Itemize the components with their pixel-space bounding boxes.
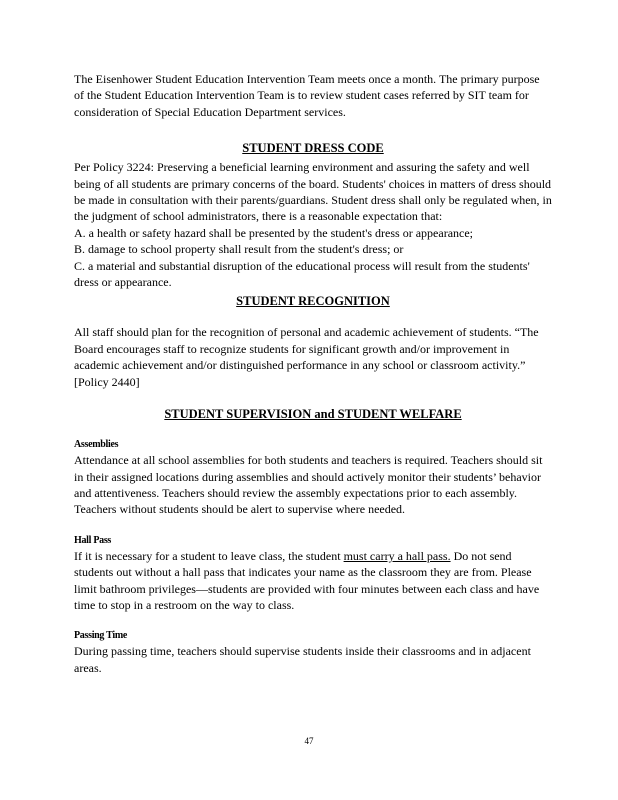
passing-time-heading: Passing Time — [74, 630, 127, 642]
dress-code-item-b: B. damage to school property shall result from the student's dress; or — [74, 242, 404, 257]
supervision-title: STUDENT SUPERVISION and STUDENT WELFARE — [164, 407, 462, 422]
assemblies-heading: Assemblies — [74, 439, 119, 451]
hall-pass-underlined: must carry a hall pass. — [343, 548, 451, 563]
hall-pass-text-after: Do not send students out without a hall pass that indicates your name as the classroom they are from. Please limit bathroom privileges—students are provided with four minutes between each class and have time to stop in a restroom on the way to class. — [74, 548, 540, 612]
hall-pass-heading: Hall Pass — [74, 534, 112, 546]
dress-code-item-a: A. a health or safety hazard shall be presented by the student's dress or appearance; — [74, 225, 474, 240]
dress-code-title: STUDENT DRESS CODE — [242, 141, 384, 156]
intro-paragraph: The Eisenhower Student Education Intervention Team meets once a month. The primary purpose of the Student Education Intervention Team is to review student cases referred by SIT team for consideration of Special Education Department services. — [74, 72, 540, 119]
hall-pass-paragraph — [74, 548, 552, 614]
assemblies-paragraph: Attendance at all school assemblies for both students and teachers is required. Teachers should sit in their assigned locations during assemblies and should actively monitor their students’ behavior and attentiveness. Teachers should review the assembly expectations prior to each assembly. Teachers without students should be alert to supervise where needed. — [74, 453, 543, 517]
document-page — [74, 71, 552, 676]
page-number: 47 — [304, 736, 314, 746]
passing-time-paragraph: During passing time, teachers should supervise students inside their classrooms and in adjacent areas. — [74, 644, 531, 675]
dress-code-item-c: C. a material and substantial disruption of the educational process will result from the students' dress or appearance. — [74, 258, 530, 290]
hall-pass-text-before: If it is necessary for a student to leave class, the student — [74, 548, 344, 563]
recognition-paragraph: All staff should plan for the recognition of personal and academic achievement of students. “The Board encourages staff to recognize students for significant growth and/or improvement in academic achievement and/or distinguished performance in any school or classroom activity.” [Policy 2440] — [74, 325, 539, 389]
recognition-title: STUDENT RECOGNITION — [236, 294, 390, 309]
dress-code-paragraph: Per Policy 3224: Preserving a beneficial learning environment and assuring the safety and well being of all students are primary concerns of the board. Students' choices in matters of dress should be made in consultation with their parents/guardians. Student dress shall only be regulated when, in the judgment of school administrators, there is a reasonable expectation that: — [74, 160, 552, 224]
